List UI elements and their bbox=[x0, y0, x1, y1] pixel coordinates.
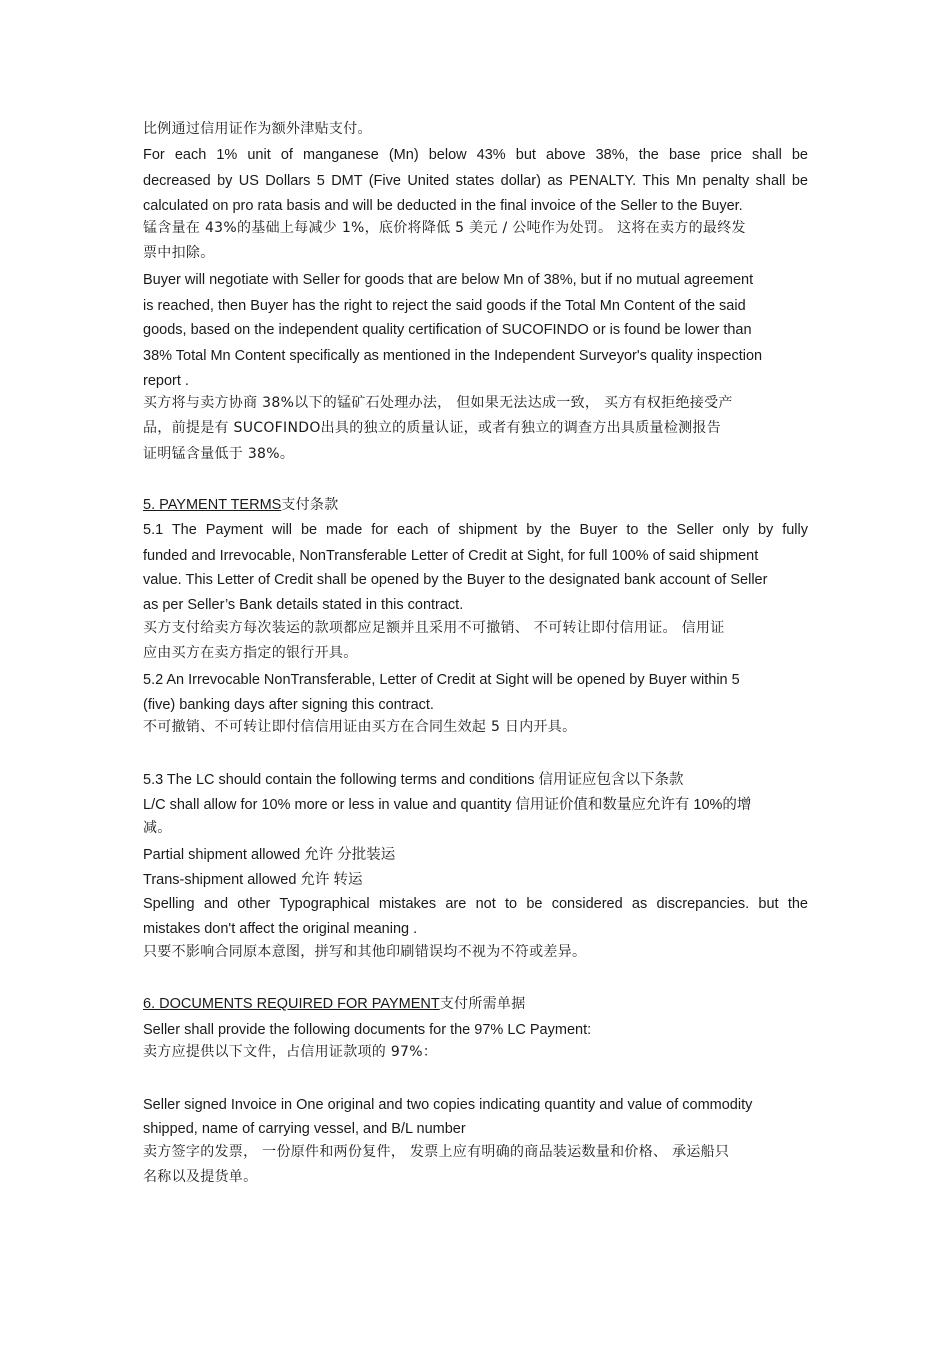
section-heading-cn: 支付所需单据 bbox=[439, 996, 526, 1012]
text-line: 买方支付给卖方每次装运的款项都应足额并且采用不可撤销、 不可转让即付信用证。 信用证 bbox=[143, 620, 725, 636]
text-line: Partial shipment allowed 允许 分批装运 bbox=[143, 847, 396, 863]
text-line: 5.2 An Irrevocable NonTransferable, Letter of Credit at Sight will be opened by Buyer within 5 bbox=[143, 672, 740, 688]
text-line: 买方将与卖方协商 38%以下的锰矿石处理办法， 但如果无法达成一致， 买方有权拒绝接受产 bbox=[143, 395, 733, 411]
text-line: value. This Letter of Credit shall be opened by the Buyer to the designated bank account of Seller bbox=[143, 572, 768, 588]
text-line: as per Seller’s Bank details stated in this contract. bbox=[143, 597, 464, 613]
text-line: report . bbox=[143, 373, 189, 389]
text-line: is reached, then Buyer has the right to reject the said goods if the Total Mn Content of the said bbox=[143, 298, 746, 314]
text-line: 比例通过信用证作为额外津贴支付。 bbox=[143, 121, 372, 137]
text-line: 只要不影响合同原本意图，拼写和其他印刷错误均不视为不符或差异。 bbox=[143, 944, 587, 960]
text-line: calculated on pro rata basis and will be deducted in the final invoice of the Seller to the Buyer. bbox=[143, 198, 743, 214]
text-line: L/C shall allow for 10% more or less in value and quantity 信用证价值和数量应允许有 10%的增 bbox=[143, 797, 752, 813]
text-line: goods, based on the independent quality certification of SUCOFINDO or is found be lower than bbox=[143, 322, 752, 338]
text-line: 证明锰含量低于 38%。 bbox=[143, 446, 295, 462]
text-line: Spelling and other Typographical mistakes are not to be considered as discrepancies. but the bbox=[143, 896, 808, 912]
text-line: shipped, name of carrying vessel, and B/L number bbox=[143, 1121, 466, 1137]
text-line: 品，前提是有 SUCOFINDO出具的独立的质量认证，或者有独立的调查方出具质量检测报告 bbox=[143, 420, 722, 436]
text-line: For each 1% unit of manganese (Mn) below 43% but above 38%, the base price shall be bbox=[143, 147, 808, 163]
text-line: funded and Irrevocable, NonTransferable Letter of Credit at Sight, for full 100% of said shipment bbox=[143, 548, 759, 564]
text-line: 不可撤销、不可转让即付信信用证由买方在合同生效起 5 日内开具。 bbox=[143, 719, 577, 735]
text-line: decreased by US Dollars 5 DMT (Five United states dollar) as PENALTY. This Mn penalty shall be bbox=[143, 173, 808, 189]
section-heading-en: 5. PAYMENT TERMS bbox=[143, 497, 282, 513]
text-line: 5.1 The Payment will be made for each of shipment by the Buyer to the Seller only by fully bbox=[143, 522, 808, 538]
text-line: 5.3 The LC should contain the following terms and conditions 信用证应包含以下条款 bbox=[143, 772, 684, 788]
text-line: Trans-shipment allowed 允许 转运 bbox=[143, 872, 363, 888]
text-line: Seller signed Invoice in One original and two copies indicating quantity and value of commodity bbox=[143, 1097, 753, 1113]
section-heading-cn: 支付条款 bbox=[281, 497, 339, 513]
text-line: mistakes don't affect the original meaning . bbox=[143, 921, 418, 937]
section-heading bbox=[143, 496, 808, 514]
text-line: (five) banking days after signing this contract. bbox=[143, 697, 434, 713]
text-line: 票中扣除。 bbox=[143, 245, 215, 261]
text-line: Seller shall provide the following documents for the 97% LC Payment: bbox=[143, 1022, 592, 1038]
section-heading bbox=[143, 995, 808, 1013]
text-line: 应由买方在卖方指定的银行开具。 bbox=[143, 645, 358, 661]
text-line: 减。 bbox=[143, 820, 172, 836]
text-line: 卖方签字的发票， 一份原件和两份复件， 发票上应有明确的商品装运数量和价格、 承运船只 bbox=[143, 1144, 730, 1160]
text-line: 锰含量在 43%的基础上每减少 1%，底价将降低 5 美元 / 公吨作为处罚。 这将在卖方的最终发 bbox=[143, 220, 746, 236]
section-heading-en: 6. DOCUMENTS REQUIRED FOR PAYMENT bbox=[143, 996, 440, 1012]
text-line: 名称以及提货单。 bbox=[143, 1169, 258, 1185]
text-line: 卖方应提供以下文件，占信用证款项的 97%： bbox=[143, 1044, 438, 1060]
text-line: 38% Total Mn Content specifically as mentioned in the Independent Surveyor's quality inspection bbox=[143, 348, 763, 364]
text-line: Buyer will negotiate with Seller for goods that are below Mn of 38%, but if no mutual agreement bbox=[143, 272, 754, 288]
